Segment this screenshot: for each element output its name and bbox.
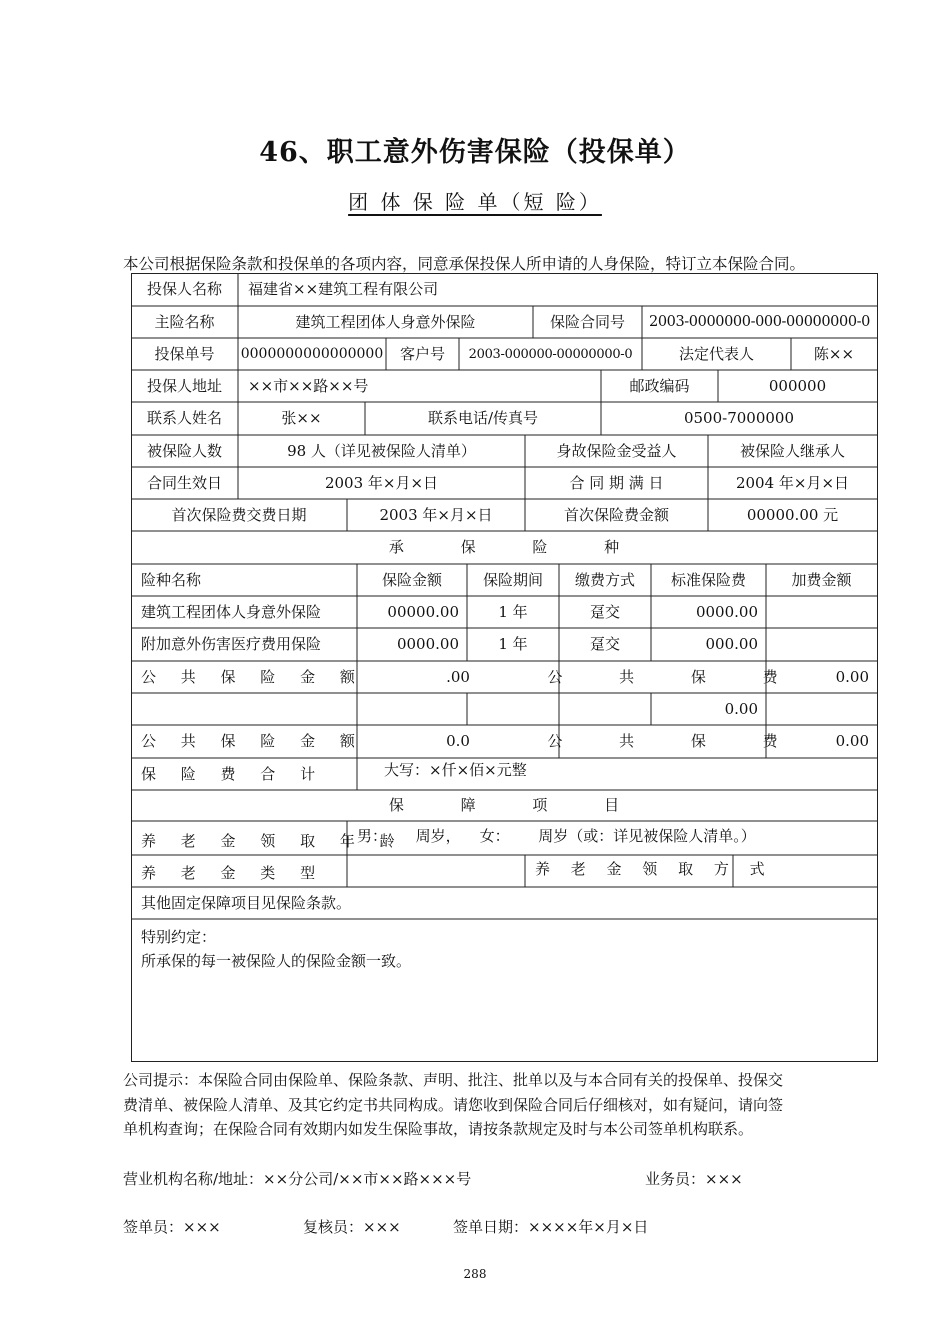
other-benefits-text: 其他固定保障项目见保险条款。 [141,893,352,912]
coverage-header-name: 险种名称 [141,570,202,589]
public-premium-label: 公 共 保 费 [547,732,804,750]
notice-line: 费清单、被保险人清单、及其它约定书共同构成。请您收到保险合同后仔细核对，如有疑问，请向签 [123,1096,784,1114]
applicant-value: 福建省××建筑工程有限公司 [248,280,439,298]
legal-rep-value: 陈×× [813,344,855,363]
notice-line: 公司提示：本保险合同由保险单、保险条款、声明、批注、批单以及与本合同有关的投保单、投保交 [123,1071,784,1089]
expiry-value: 2004 年×月×日 [735,473,850,492]
footer-org: 营业机构名称/地址：××分公司/××市××路×××号 [123,1170,472,1188]
coverage-row-period: 1 年 [498,602,528,621]
contract-no-value: 2003-0000000-000-00000000-0 [649,313,870,330]
notice-line: 单机构查询；在保险合同有效期内如发生保险事故，请按条款规定及时与本公司签单机构联系。 [123,1120,754,1138]
public-sum-label: 公 共 保 险 金 额 [141,667,365,686]
coverage-header-payment: 缴费方式 [574,570,635,589]
page-number: 288 [463,1267,487,1281]
public-premium-value: 0.00 [835,732,869,750]
footer-reviewer: 复核员：××× [303,1218,401,1236]
coverage-row-payment: 趸交 [589,602,620,621]
coverage-row-extra [766,596,877,628]
special-value: 所承保的每一被保险人的保险金额一致。 [141,952,412,970]
phone-value: 0500-7000000 [683,409,795,427]
pension-age-value: 男： 周岁， 女： 周岁（或：详见被保险人清单。） [357,826,756,845]
pension-type-label: 养 老 金 类 型 [141,863,326,882]
postcode-label: 邮政编码 [629,376,690,395]
coverage-header-period: 保险期间 [482,570,543,589]
footer-signer: 签单员：××× [123,1218,221,1236]
intro-text: 本公司根据保险条款和投保单的各项内容，同意承保投保人所申请的人身保险，特订立本保险合同。 [123,255,806,273]
beneficiary-value: 被保险人继承人 [739,441,845,460]
public-premium-value: 0.00 [835,667,869,686]
first-pay-date-value: 2003 年×月×日 [379,505,493,524]
coverage-header-sum: 保险金额 [381,570,442,589]
effective-value: 2003 年×月×日 [324,473,439,492]
policy-no-label: 投保单号 [154,344,215,363]
coverage-row-sum: 0000.00 [396,635,459,653]
phone-label: 联系电话/传真号 [427,409,539,427]
pension-age-label: 养 老 金 领 取 年 龄 [141,831,405,850]
coverage-row-sum: 00000.00 [387,602,459,621]
beneficiary-label: 身故保险金受益人 [556,441,677,460]
contract-no-label: 保险合同号 [549,312,625,331]
public-premium-label: 公 共 保 费 [547,667,804,686]
coverage-row-extra [766,628,877,661]
page-title: 46、职工意外伤害保险（投保单） [259,137,691,168]
first-pay-date-label: 首次保险费交费日期 [171,505,307,524]
legal-rep-label: 法定代表人 [678,344,754,363]
footer-agent: 业务员：××× [645,1170,743,1188]
public-sum-value: .00 [446,667,470,686]
coverage-row-premium: 000.00 [705,635,758,653]
contact-value: 张×× [281,409,322,427]
subtitle-text: 团 体 保 险 单（短 险） [348,190,602,214]
premium-total-value: 大写：×仟×佰×元整 [384,760,527,779]
coverage-row-payment: 趸交 [589,635,620,653]
policy-no-value: 0000000000000000 [240,346,384,362]
address-label: 投保人地址 [146,376,222,395]
coverage-row-name: 附加意外伤害医疗费用保险 [141,635,322,653]
customer-no-label: 客户号 [399,344,445,363]
first-pay-amount-value: 00000.00 元 [746,505,839,524]
address-value: ××市××路××号 [248,376,369,395]
main-insurance-value: 建筑工程团体人身意外保险 [295,312,476,331]
applicant-label: 投保人名称 [146,280,222,298]
expiry-label: 合 同 期 满 日 [569,473,664,492]
coverage-row-premium: 0000.00 [695,602,758,621]
postcode-value: 000000 [768,376,827,395]
coverage-row-name: 建筑工程团体人身意外保险 [141,602,322,621]
benefit-section-heading: 保 障 项 目 [388,796,646,814]
coverage-section-heading: 承 保 险 种 [388,538,646,556]
contact-label: 联系人姓名 [146,409,222,427]
blank-row-value: 0.00 [724,699,758,718]
customer-no-value: 2003-000000-00000000-0 [468,346,633,362]
public-sum-label: 公 共 保 险 金 额 [141,732,365,750]
special-label: 特别约定： [141,928,217,946]
effective-label: 合同生效日 [146,473,222,492]
premium-total-label: 保 险 费 合 计 [141,764,326,783]
footer-sign-date: 签单日期：××××年×月×日 [453,1218,649,1236]
insured-count-label: 被保险人数 [146,441,222,460]
main-insurance-label: 主险名称 [154,312,215,331]
coverage-row-period: 1 年 [498,635,528,653]
coverage-header-extra: 加费金额 [791,570,852,589]
insured-count-value: 98 人（详见被保险人清单） [287,441,476,460]
coverage-header-standard-premium: 标准保险费 [670,570,746,589]
first-pay-amount-label: 首次保险费金额 [563,505,669,524]
pension-method-label: 养 老 金 领 取 方 式 [535,859,773,878]
public-sum-value: 0.0 [446,732,470,750]
